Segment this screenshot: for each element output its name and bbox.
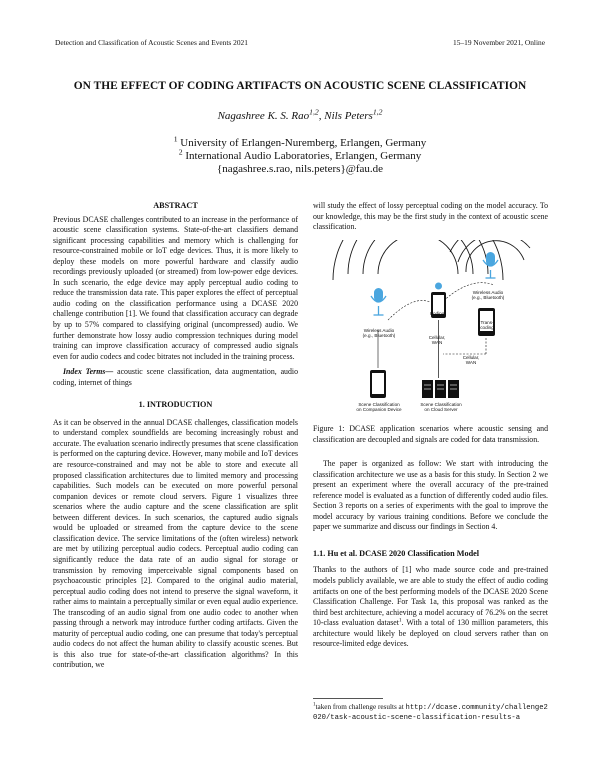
microphone-icon — [483, 252, 498, 278]
affiliation-1-text: University of Erlangen-Nuremberg, Erlangen, Germany — [177, 137, 427, 149]
section-1-1-text — [313, 565, 548, 649]
affiliation-1-mark: 1 — [173, 134, 178, 144]
label-cellular-wan-2: Cellular, WAN — [462, 355, 480, 366]
sound-wave — [378, 240, 458, 274]
index-terms-label: Index Terms— — [63, 367, 114, 377]
label-transcoding: Trans- coding — [480, 320, 494, 331]
abstract-text: Previous DCASE challenges contributed to an increase in the performance of acoustic scene classification systems. State-of-the-art classifiers demand significant processing capabilities and memory which is challenging for resource-constrained mobile or IoT edge devices. Thus, it is more likely to deploy these models on more powerful hardware and classify audio recordings previously uploaded (or streamed) from low-power edge devices. In such scenario, the edge device may apply perceptual audio coding to reduce the transmission data rate. This paper explores the effect of perceptual audio coding on the classification performance using a DCASE 2020 challenge contribution [1]. We found that classification accuracy can degrade by up to 57% compared to classifying original (uncompressed) audio. We further demonstrate how lossy audio compression techniques during model training can improve classification accuracy of compressed audio signals even for audio codecs and codec bitrates not included in the training process. — [53, 214, 298, 361]
footnote-ref: 1 — [398, 617, 402, 624]
footnote-url[interactable]: http://dcase.community/challenge2020/task-acoustic-scene-classification-results-a — [313, 704, 548, 723]
author-email: {nagashree.s.rao, nils.peters}@fau.de — [216, 163, 384, 175]
right-column-bottom — [313, 424, 548, 650]
intro-continued-text: will study the effect of lossy perceptual coding on the model accuracy. To our knowledge, this may be the first study in the context of acoustic scene classification. — [313, 201, 548, 232]
organization-paragraph: The paper is organized as follow: We start with introducing the classification architecture we use as a basis for this study. In Section 2 we present an experiment where the overall accuracy of the pre-trained reference model is evaluated as a function of differently coded audio files. Section 3 reports on a series of experiments with the goal to improve the model accuracy by various training conditions. Before we conclude the paper we summarize and discuss our findings in Section 4. — [313, 459, 548, 532]
footnote-text: taken from challenge results at — [315, 703, 406, 711]
introduction-text: As it can be observed in the annual DCASE challenges, classification models to understand complex soundfields are becoming increasingly robust and accurate. The evaluation scenario indirectly presumes that scene classification is performed on the capturing device. However, many mobile and IoT devices are resource-constrained and may not be able to store and execute all proposed classification architectures due to limited memory and processing capabilities. Such models can be executed on more powerful personal companion devices or remote cloud servers. Figure 1 visualizes three scenarios where the audio capture and the scene classification are split between different devices. In such scenarios, the captured audio signals would be uploaded or streamed from the capture device to the scene classification device. The service limitations of the (often wireless) network are met by utilizing perceptual audio codecs. Perceptual audio coding can significantly reduce the data rate of an audio signal for storage or transmission by removing imperceivable signal components based on psychoacoustic principles [2]. Compared to the original audio material, perceptual audio coding does not intend to preserve the signal waveform, it rather aims to maintain a perceptually similar or even equal audio experience. The transcoding of an audio signal from one audio codec to another when passing through a network may introduce further coding artifacts. Given the maturity of perceptual audio coding, one can presume that today's perceptual audio codecs do not affect the human ability to classify acoustic scenes. But is this also true for state-of-the-art classification algorithms? In this contribution, we — [53, 417, 298, 670]
affiliation-2-mark: 2 — [178, 147, 183, 157]
figure-1 — [318, 240, 543, 420]
microphone-icon — [371, 288, 386, 315]
figure-1-caption: Figure 1: DCASE application scenarios where acoustic sensing and classification are decoupled and signals are coded for data transmission. — [313, 424, 548, 444]
sound-wave — [333, 240, 503, 280]
footnote-rule — [313, 698, 383, 699]
author-1-affil: 1,2 — [309, 107, 319, 117]
label-cloud-server: Scene Classification on Cloud Server — [420, 402, 462, 413]
paper-title: ON THE EFFECT OF CODING ARTIFACTS ON ACOUSTIC SCENE CLASSIFICATION — [73, 80, 527, 92]
author-list — [0, 107, 600, 122]
label-wireless-audio-left: Wireless Audio (e.g., Bluetooth) — [362, 328, 396, 339]
label-cellular-wan-1: Cellular, WAN — [428, 335, 446, 346]
right-column-top — [313, 201, 548, 233]
footnote — [313, 703, 548, 723]
affiliation-2-text: International Audio Laboratories, Erlangen, Germany — [182, 150, 422, 162]
affiliation-2 — [0, 147, 600, 162]
index-terms-text: acoustic scene classification, data augmentation, audio coding, internet of things — [53, 367, 299, 387]
author-2: Nils Peters — [324, 110, 373, 122]
introduction-heading: 1. INTRODUCTION — [138, 400, 213, 410]
sound-wave — [363, 240, 473, 274]
running-header-left: Detection and Classification of Acoustic Scenes and Events 2021 — [55, 38, 248, 47]
companion-phone-icon — [370, 370, 386, 398]
server-icon — [422, 380, 459, 398]
index-terms — [53, 367, 298, 388]
left-column — [53, 201, 298, 671]
author-2-affil: 1,2 — [372, 107, 383, 117]
sound-wave — [348, 240, 488, 274]
section-1-1-heading: 1.1. Hu et al. DCASE 2020 Classification Model — [313, 548, 480, 558]
label-companion-device: Scene Classification on Companion Device — [356, 402, 402, 413]
author-separator: , — [318, 110, 325, 122]
section-1-1-text-a: Thanks to the authors of [1] who made source code and pre-trained models publicly available, we are able to study the effect of audio coding artifacts on one of the best performing models of the DCASE 2020 Scene Classification Challenge. For Task 1a, this proposal was ranked as the third best architecture, achieving a model accuracy of 76.2% on the secret 10-class evaluation dataset — [313, 565, 548, 628]
running-header-right: 15–19 November 2021, Online — [453, 38, 545, 47]
affiliation-1 — [0, 134, 600, 149]
author-1: Nagashree K. S. Rao — [217, 110, 310, 122]
footnote-mark: 1 — [313, 702, 316, 708]
section-1-1-text-b: . With a total of 130 million parameters, this architecture would likely be deployed on cloud servers rather than on resource-limited edge devices. — [313, 618, 548, 649]
label-wireless-audio-right: Wireless Audio (e.g., Bluetooth) — [471, 290, 505, 301]
abstract-heading: ABSTRACT — [153, 201, 198, 210]
label-coding: Coding — [429, 311, 445, 316]
